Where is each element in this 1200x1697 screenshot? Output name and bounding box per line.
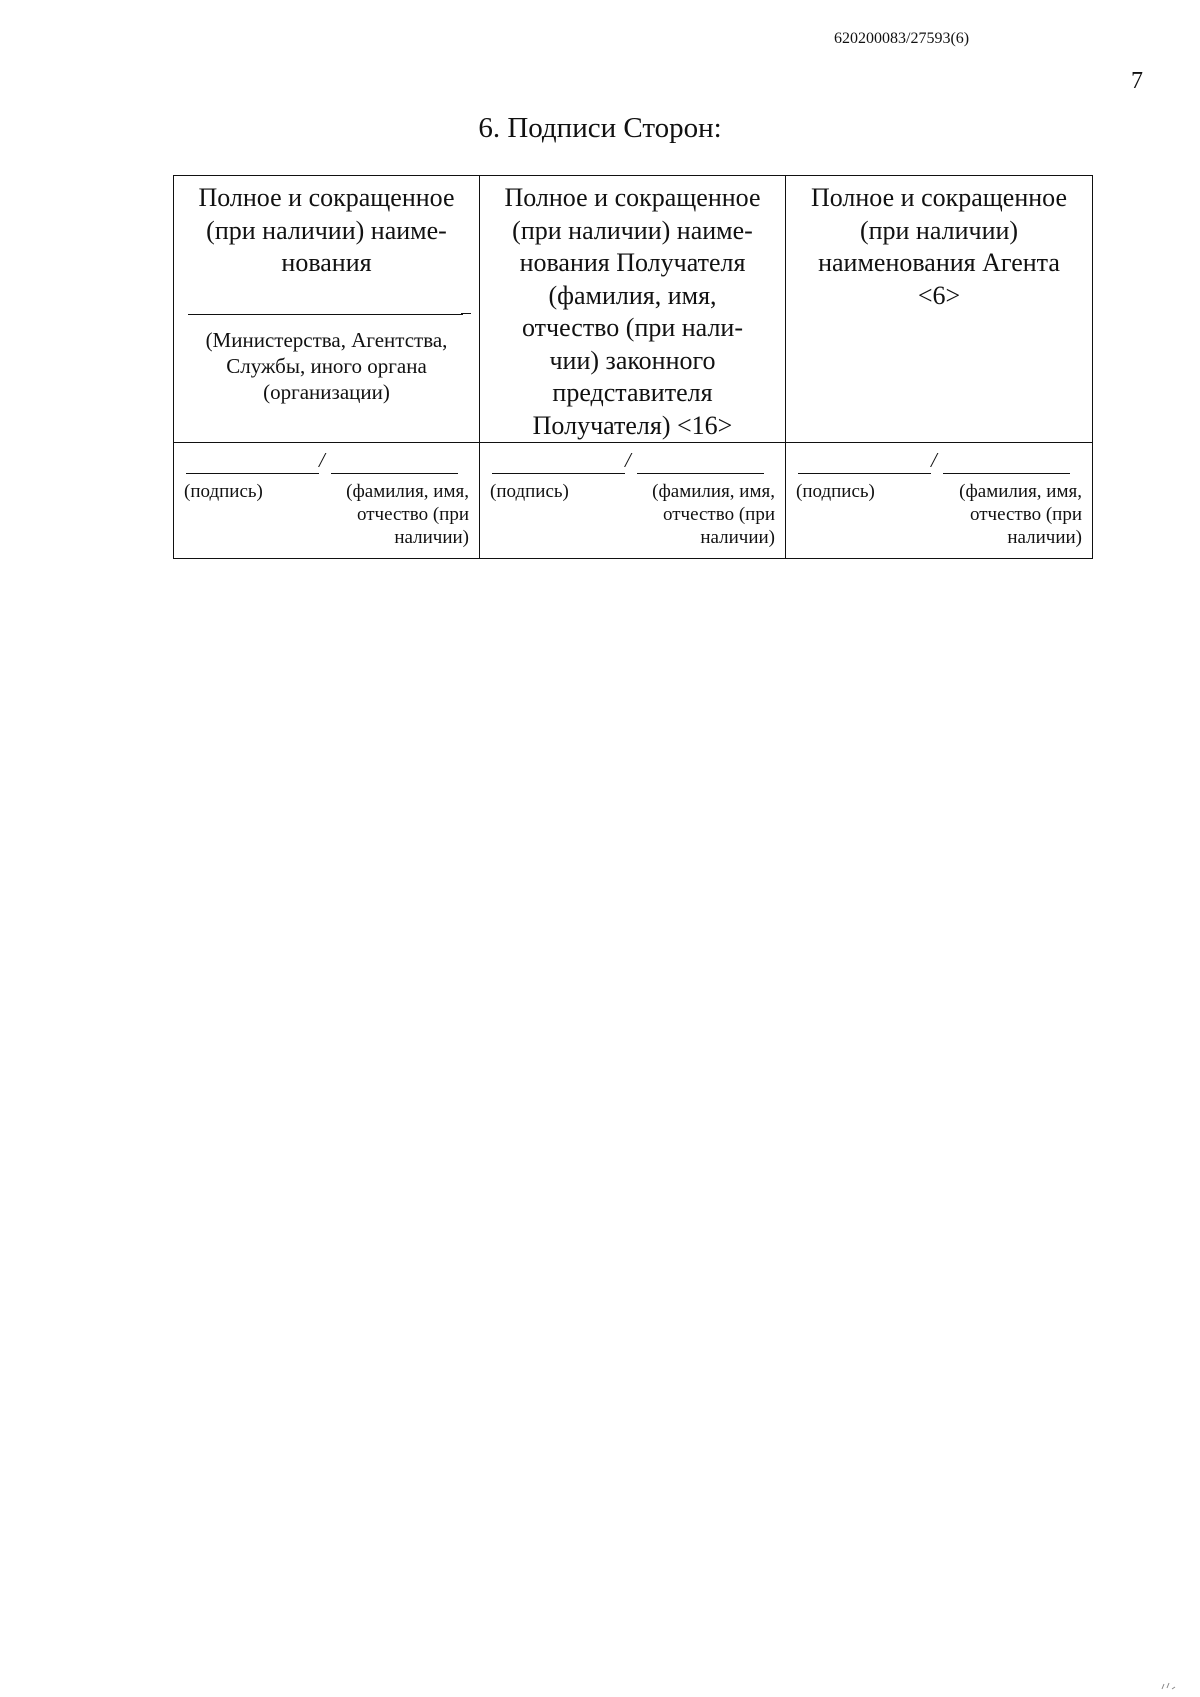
recipient-signature-cell bbox=[480, 443, 786, 559]
document-number: 620200083/27593(6) bbox=[834, 30, 970, 47]
signature-separator: / bbox=[319, 448, 325, 472]
signature-line bbox=[794, 443, 1084, 477]
ministry-name-blank-line bbox=[188, 314, 463, 315]
full-name-caption: (фамилия, имя, отчество (при наличии) bbox=[959, 481, 1082, 548]
scan-artifact-mark bbox=[1160, 1682, 1180, 1690]
ministry-column-header bbox=[174, 176, 480, 443]
section-title: 6. Подписи Сторон: bbox=[478, 112, 722, 144]
ministry-signature-cell bbox=[174, 443, 480, 559]
signature-separator: / bbox=[625, 448, 631, 472]
recipient-column-header bbox=[480, 176, 786, 443]
signature-separator: / bbox=[931, 448, 937, 472]
full-name-caption: (фамилия, имя, отчество (при наличии) bbox=[346, 481, 469, 548]
signature-caption: (подпись) bbox=[796, 481, 875, 502]
agent-column-header bbox=[786, 176, 1093, 443]
ministry-heading: Полное и сокращенное (при наличии) наиме- нования bbox=[198, 183, 455, 277]
table-header-row bbox=[174, 176, 1093, 443]
table-signature-row bbox=[174, 443, 1093, 559]
recipient-heading: Полное и сокращенное (при наличии) наиме- нования Получателя (фамилия, имя, отчество (при нали- чии) законного представителя Получателя) <16> bbox=[504, 183, 761, 440]
signature-caption: (подпись) bbox=[184, 481, 263, 502]
agent-heading: Полное и сокращенное (при наличии) наименования Агента <6> bbox=[810, 183, 1068, 310]
agent-signature-cell bbox=[786, 443, 1093, 559]
ministry-org-caption: (Министерства, Агентства, Службы, иного органа (организации) bbox=[205, 327, 448, 404]
signatures-table bbox=[173, 175, 1093, 559]
signature-caption: (подпись) bbox=[490, 481, 569, 502]
full-name-caption: (фамилия, имя, отчество (при наличии) bbox=[652, 481, 775, 548]
page-number: 7 bbox=[1131, 68, 1143, 94]
signature-line bbox=[182, 443, 471, 477]
signature-line bbox=[488, 443, 777, 477]
